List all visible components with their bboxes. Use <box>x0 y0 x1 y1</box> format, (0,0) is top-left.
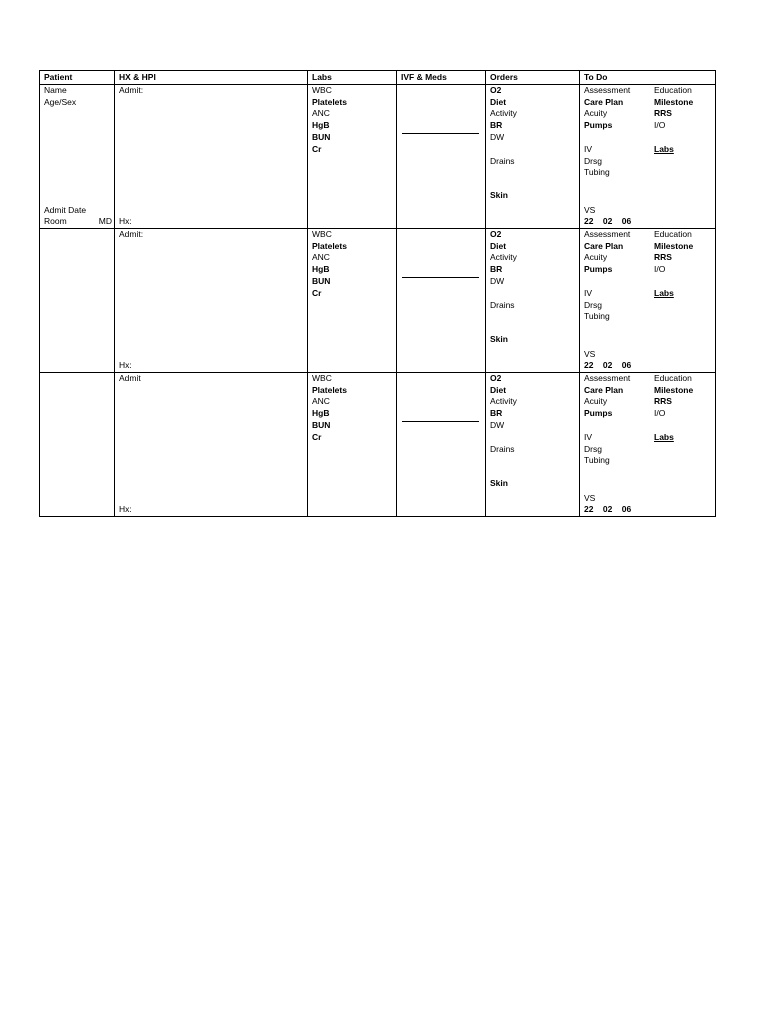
lab-hgb: HgB <box>312 264 330 275</box>
order-dw: DW <box>490 131 505 142</box>
header-hx-hpi: HX & HPI <box>115 71 308 85</box>
hx-hpi-cell <box>115 229 308 373</box>
labs-cell <box>308 85 397 229</box>
patient-table <box>39 70 716 517</box>
lab-hgb: HgB <box>312 408 330 419</box>
patient-row <box>40 373 716 517</box>
todo-cell <box>580 373 716 517</box>
ivf-meds-cell <box>397 373 486 517</box>
lab-hgb: HgB <box>312 120 330 131</box>
ivf-meds-cell <box>397 85 486 229</box>
todo-vs: VS <box>584 204 596 215</box>
todo-iv: IV <box>584 431 593 442</box>
lab-wbc: WBC <box>312 373 332 383</box>
todo-care-plan: Care Plan <box>584 240 624 251</box>
header-patient: Patient <box>40 71 115 85</box>
todo-vs-times: 22 02 06 <box>584 504 632 515</box>
order-drains: Drains <box>490 443 515 454</box>
todo-acuity: Acuity <box>584 396 608 407</box>
header-labs: Labs <box>308 71 397 85</box>
orders-cell <box>486 373 580 517</box>
order-o2: O2 <box>490 373 502 383</box>
order-activity: Activity <box>490 252 517 263</box>
todo-labs: Labs <box>654 287 674 298</box>
header-orders: Orders <box>486 71 580 85</box>
order-br: BR <box>490 408 503 419</box>
order-o2: O2 <box>490 85 502 95</box>
labs-cell <box>308 373 397 517</box>
patient-age-sex-label: Age/Sex <box>44 96 77 107</box>
lab-bun: BUN <box>312 419 331 430</box>
order-skin: Skin <box>490 478 508 489</box>
order-drains: Drains <box>490 155 515 166</box>
lab-bun: BUN <box>312 131 331 142</box>
todo-pumps: Pumps <box>584 408 613 419</box>
ivf-meds-cell <box>397 229 486 373</box>
md-label: MD <box>98 216 112 227</box>
patient-cell <box>40 229 115 373</box>
todo-education: Education <box>654 373 692 383</box>
todo-drsg: Drsg <box>584 155 602 166</box>
lab-platelets: Platelets <box>312 384 347 395</box>
lab-anc: ANC <box>312 252 330 263</box>
patient-report-sheet <box>39 70 715 515</box>
order-diet: Diet <box>490 96 507 107</box>
todo-labs: Labs <box>654 143 674 154</box>
todo-rrs: RRS <box>654 396 672 407</box>
todo-acuity: Acuity <box>584 252 608 263</box>
header-row <box>40 71 716 85</box>
hx-hpi-cell <box>115 85 308 229</box>
todo-care-plan: Care Plan <box>584 96 624 107</box>
todo-tubing: Tubing <box>584 455 610 466</box>
order-diet: Diet <box>490 240 507 251</box>
patient-name-label: Name <box>44 85 67 95</box>
patient-row <box>40 85 716 229</box>
header-todo: To Do <box>580 71 716 85</box>
todo-education: Education <box>654 229 692 239</box>
admit-label: Admit: <box>119 85 144 95</box>
order-diet: Diet <box>490 384 507 395</box>
lab-platelets: Platelets <box>312 96 347 107</box>
order-o2: O2 <box>490 229 502 239</box>
todo-tubing: Tubing <box>584 311 610 322</box>
hx-label: Hx: <box>119 360 132 371</box>
todo-cell <box>580 85 716 229</box>
patient-row <box>40 229 716 373</box>
todo-milestone: Milestone <box>654 96 694 107</box>
hx-label: Hx: <box>119 216 132 227</box>
patient-cell <box>40 85 115 229</box>
todo-education: Education <box>654 85 692 95</box>
orders-cell <box>486 85 580 229</box>
lab-wbc: WBC <box>312 85 332 95</box>
lab-anc: ANC <box>312 108 330 119</box>
todo-io: I/O <box>654 120 666 131</box>
room-label: Room <box>44 216 67 227</box>
todo-drsg: Drsg <box>584 443 602 454</box>
lab-platelets: Platelets <box>312 240 347 251</box>
order-skin: Skin <box>490 334 508 345</box>
admit-date-label: Admit Date <box>44 204 87 215</box>
todo-acuity: Acuity <box>584 108 608 119</box>
todo-drsg: Drsg <box>584 299 602 310</box>
todo-cell <box>580 229 716 373</box>
lab-cr: Cr <box>312 143 322 154</box>
todo-care-plan: Care Plan <box>584 384 624 395</box>
todo-assessment: Assessment <box>584 85 631 95</box>
ivf-divider-line <box>402 277 479 278</box>
patient-cell <box>40 373 115 517</box>
todo-vs: VS <box>584 348 596 359</box>
hx-label: Hx: <box>119 504 132 515</box>
todo-milestone: Milestone <box>654 384 694 395</box>
order-br: BR <box>490 120 503 131</box>
todo-pumps: Pumps <box>584 120 613 131</box>
header-ivf-meds: IVF & Meds <box>397 71 486 85</box>
hx-hpi-cell <box>115 373 308 517</box>
lab-bun: BUN <box>312 275 331 286</box>
todo-labs: Labs <box>654 431 674 442</box>
todo-vs-times: 22 02 06 <box>584 216 632 227</box>
todo-rrs: RRS <box>654 252 672 263</box>
todo-milestone: Milestone <box>654 240 694 251</box>
todo-assessment: Assessment <box>584 373 631 383</box>
orders-cell <box>486 229 580 373</box>
todo-rrs: RRS <box>654 108 672 119</box>
order-br: BR <box>490 264 503 275</box>
todo-vs-times: 22 02 06 <box>584 360 632 371</box>
order-skin: Skin <box>490 190 508 201</box>
order-drains: Drains <box>490 299 515 310</box>
admit-label: Admit: <box>119 229 144 239</box>
order-dw: DW <box>490 419 505 430</box>
todo-iv: IV <box>584 287 593 298</box>
labs-cell <box>308 229 397 373</box>
order-activity: Activity <box>490 396 517 407</box>
lab-cr: Cr <box>312 431 322 442</box>
lab-anc: ANC <box>312 396 330 407</box>
todo-iv: IV <box>584 143 593 154</box>
ivf-divider-line <box>402 421 479 422</box>
todo-io: I/O <box>654 408 666 419</box>
todo-pumps: Pumps <box>584 264 613 275</box>
todo-assessment: Assessment <box>584 229 631 239</box>
admit-label: Admit <box>119 373 141 383</box>
lab-wbc: WBC <box>312 229 332 239</box>
todo-vs: VS <box>584 492 596 503</box>
ivf-divider-line <box>402 133 479 134</box>
lab-cr: Cr <box>312 287 322 298</box>
order-dw: DW <box>490 275 505 286</box>
order-activity: Activity <box>490 108 517 119</box>
todo-tubing: Tubing <box>584 167 610 178</box>
todo-io: I/O <box>654 264 666 275</box>
